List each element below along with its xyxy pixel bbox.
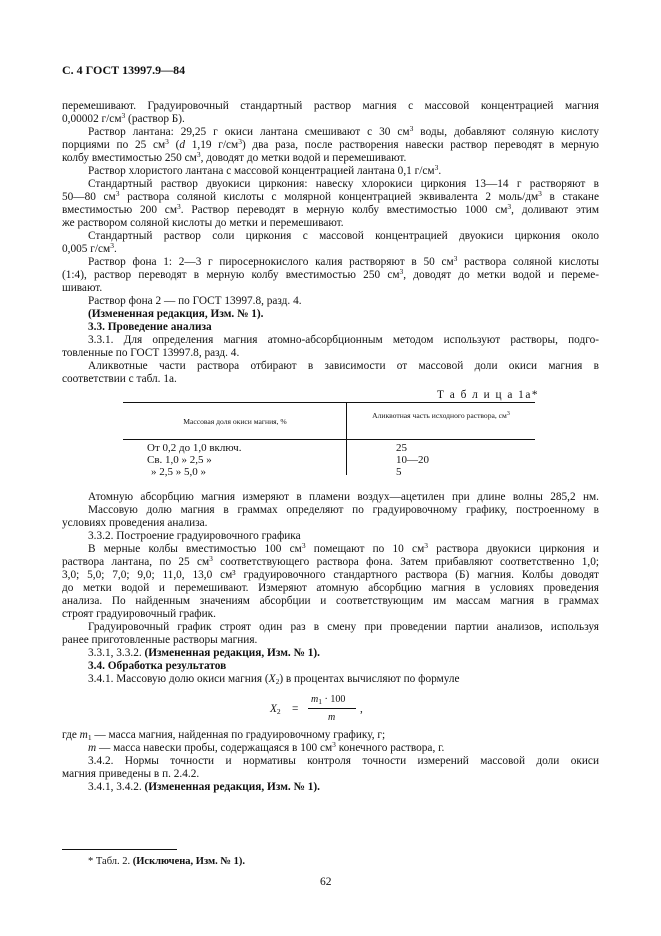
footnote-rule — [62, 849, 177, 850]
text-line: Стандартный раствор соли циркония с массовой концентрацией двуокиси циркония около — [88, 230, 599, 242]
table-cell-range: » 2,5 » 5,0 » — [151, 466, 206, 478]
text-line: Атомную абсорбцию магния измеряют в пламени воздух—ацетилен при длине волны 285,2 нм. — [88, 491, 599, 503]
page-number: 62 — [320, 876, 332, 888]
subsection-heading: 3.3.2. Построение градуировочного графика — [88, 530, 301, 542]
text-line: товленные по ГОСТ 13997.8, разд. 4. — [62, 347, 240, 359]
table-cell-aliquot: 25 — [396, 442, 407, 454]
amendment-note: 3.3.1, 3.3.2. (Измененная редакция, Изм. № 1). — [88, 647, 320, 659]
text-line: анализа. По найденным значениям абсорбции и соответствующим им массам магния в граммах — [62, 595, 599, 607]
text-line: Раствор лантана: 29,25 г окиси лантана смешивают с 30 $см^3$ воды, добавляют соляную кислоту — [88, 124, 599, 138]
text-line: порциями по 25 $см^3$ (d 1,19 $г/см^3$) два раза, после растворения навески раствор переводят в мерную — [62, 137, 599, 151]
formula-equals: = — [292, 703, 299, 715]
table-column-divider — [346, 402, 347, 475]
amendment-note: (Измененная редакция, Изм. № 1). — [88, 308, 264, 320]
text-line: 3.3.1. Для определения магния атомно-абсорбционным методом используют растворы, подго- — [88, 334, 599, 346]
table-header-col1: Массовая доля окиси магния, % — [183, 417, 287, 426]
text-line: В мерные колбы вместимостью 100 $см^3$ помещают по 10 $см^3$ раствора двуокиси циркония и — [88, 541, 599, 555]
text-line: Массовую долю магния в граммах определяют по градуировочному графику, построенному в — [88, 504, 599, 516]
text-line: 3.4.1. Массовую долю окиси магния $(X_2)$ в процентах вычисляют по формуле — [88, 673, 460, 686]
text-line: же раствором соляной кислоты до метки и перемешивают. — [62, 217, 344, 229]
text-line: ранее приготовленные растворы магния. — [62, 634, 258, 646]
text-line: условиях проведения анализа. — [62, 517, 208, 529]
text-line: Раствор фона 1: 2—3 г пиросернокислого калия растворяют в 50 $см^3$ раствора соляной кислоты — [88, 254, 599, 268]
text-line: (1:4), раствор переводят в мерную колбу вместимостью 250 $см^3$, доводят до метки водой и переме- — [62, 267, 599, 281]
text-line: до метки водой и перемешивают. Измеряют атомную абсорбцию магния в условиях проведения — [62, 582, 599, 594]
table-top-rule — [123, 402, 535, 403]
text-line: Раствор хлористого лантана с массовой концентрацией лантана 0,1 $г/см^3$. — [88, 163, 442, 177]
formula-denominator: m — [328, 712, 336, 723]
table-cell-aliquot: 5 — [396, 466, 402, 478]
text-line: 3,0; 5,0; 7,0; 9,0; 11,0, 13,0 см³ градуировочного стандартного раствора (Б) магния. Колбы доводят — [62, 569, 599, 581]
table-cell-range: От 0,2 до 1,0 включ. — [147, 442, 242, 454]
table-header-rule — [123, 439, 535, 440]
text-line: Стандартный раствор двуокиси циркония: навеску хлорокиси циркония 13—14 г растворяют в — [88, 178, 599, 190]
table-caption: Т а б л и ц а 1а* — [437, 389, 539, 401]
formula-lhs: $X_2$ — [270, 703, 281, 716]
text-line: магния приведены в п. 2.4.2. — [62, 768, 200, 780]
formula-numerator: $m_1 \cdot 100$ — [311, 694, 346, 706]
text-line: 3.4.2. Нормы точности и нормативы контроля точности измерений массовой доли окиси — [88, 755, 599, 767]
text-line: колбу вместимостью 250 $см^3$, доводят до метки водой и перемешивают. — [62, 150, 407, 164]
text-line: Аликвотные части раствора отбирают в зависимости от массовой доли окиси магния в — [88, 360, 599, 372]
footnote: * Табл. 2. (Исключена, Изм. № 1). — [88, 856, 245, 867]
text-line: перемешивают. Градуировочный стандартный раствор магния с массовой концентрацией магния — [62, 100, 599, 112]
text-line: 0,00002 $г/см^3$ (раствор Б). — [62, 111, 185, 125]
formula — [270, 692, 410, 728]
amendment-note: 3.4.1, 3.4.2. (Измененная редакция, Изм. № 1). — [88, 781, 320, 793]
text-line: Градуировочный график строят один раз в смену при проведении партии анализов, используя — [88, 621, 599, 633]
section-heading: 3.4. Обработка результатов — [88, 660, 227, 672]
text-line: 50—80 $см^3$ раствора соляной кислоты с молярной концентрацией эквивалента 2 моль/$дм^3$ в стакане — [62, 189, 599, 203]
text-line: где $m_1$ — масса магния, найденная по градуировочному графику, г; — [62, 729, 386, 742]
text-line: m — масса навески пробы, содержащаяся в 100 $см^3$ конечного раствора, г. — [88, 740, 445, 754]
formula-comma: , — [360, 703, 363, 715]
text-line: шивают. — [62, 282, 103, 294]
section-heading: 3.3. Проведение анализа — [88, 321, 212, 333]
text-line: соответствии с табл. 1а. — [62, 373, 177, 385]
text-line: вместимостью 200 $см^3$. Раствор переводят в мерную колбу вместимостью 1000 $см^3$, доливают этим — [62, 202, 599, 216]
table-header-col2: Аликвотная часть исходного раствора, $см^3$ — [372, 411, 510, 420]
text-line: раствора лантана, по 25 $см^3$ соответствующего раствора фона. Затем прибавляют соответственно 1,0; — [62, 554, 599, 568]
table-cell-aliquot: 10—20 — [396, 454, 429, 466]
text-line: строят градуировочный график. — [62, 608, 216, 620]
text-line: Раствор фона 2 — по ГОСТ 13997.8, разд. 4. — [88, 295, 302, 307]
table-cell-range: Св. 1,0 » 2,5 » — [147, 454, 212, 466]
text-line: 0,005 $г/см^3$. — [62, 241, 117, 255]
formula-fraction-bar — [308, 708, 356, 709]
page-header: С. 4 ГОСТ 13997.9—84 — [62, 63, 186, 77]
